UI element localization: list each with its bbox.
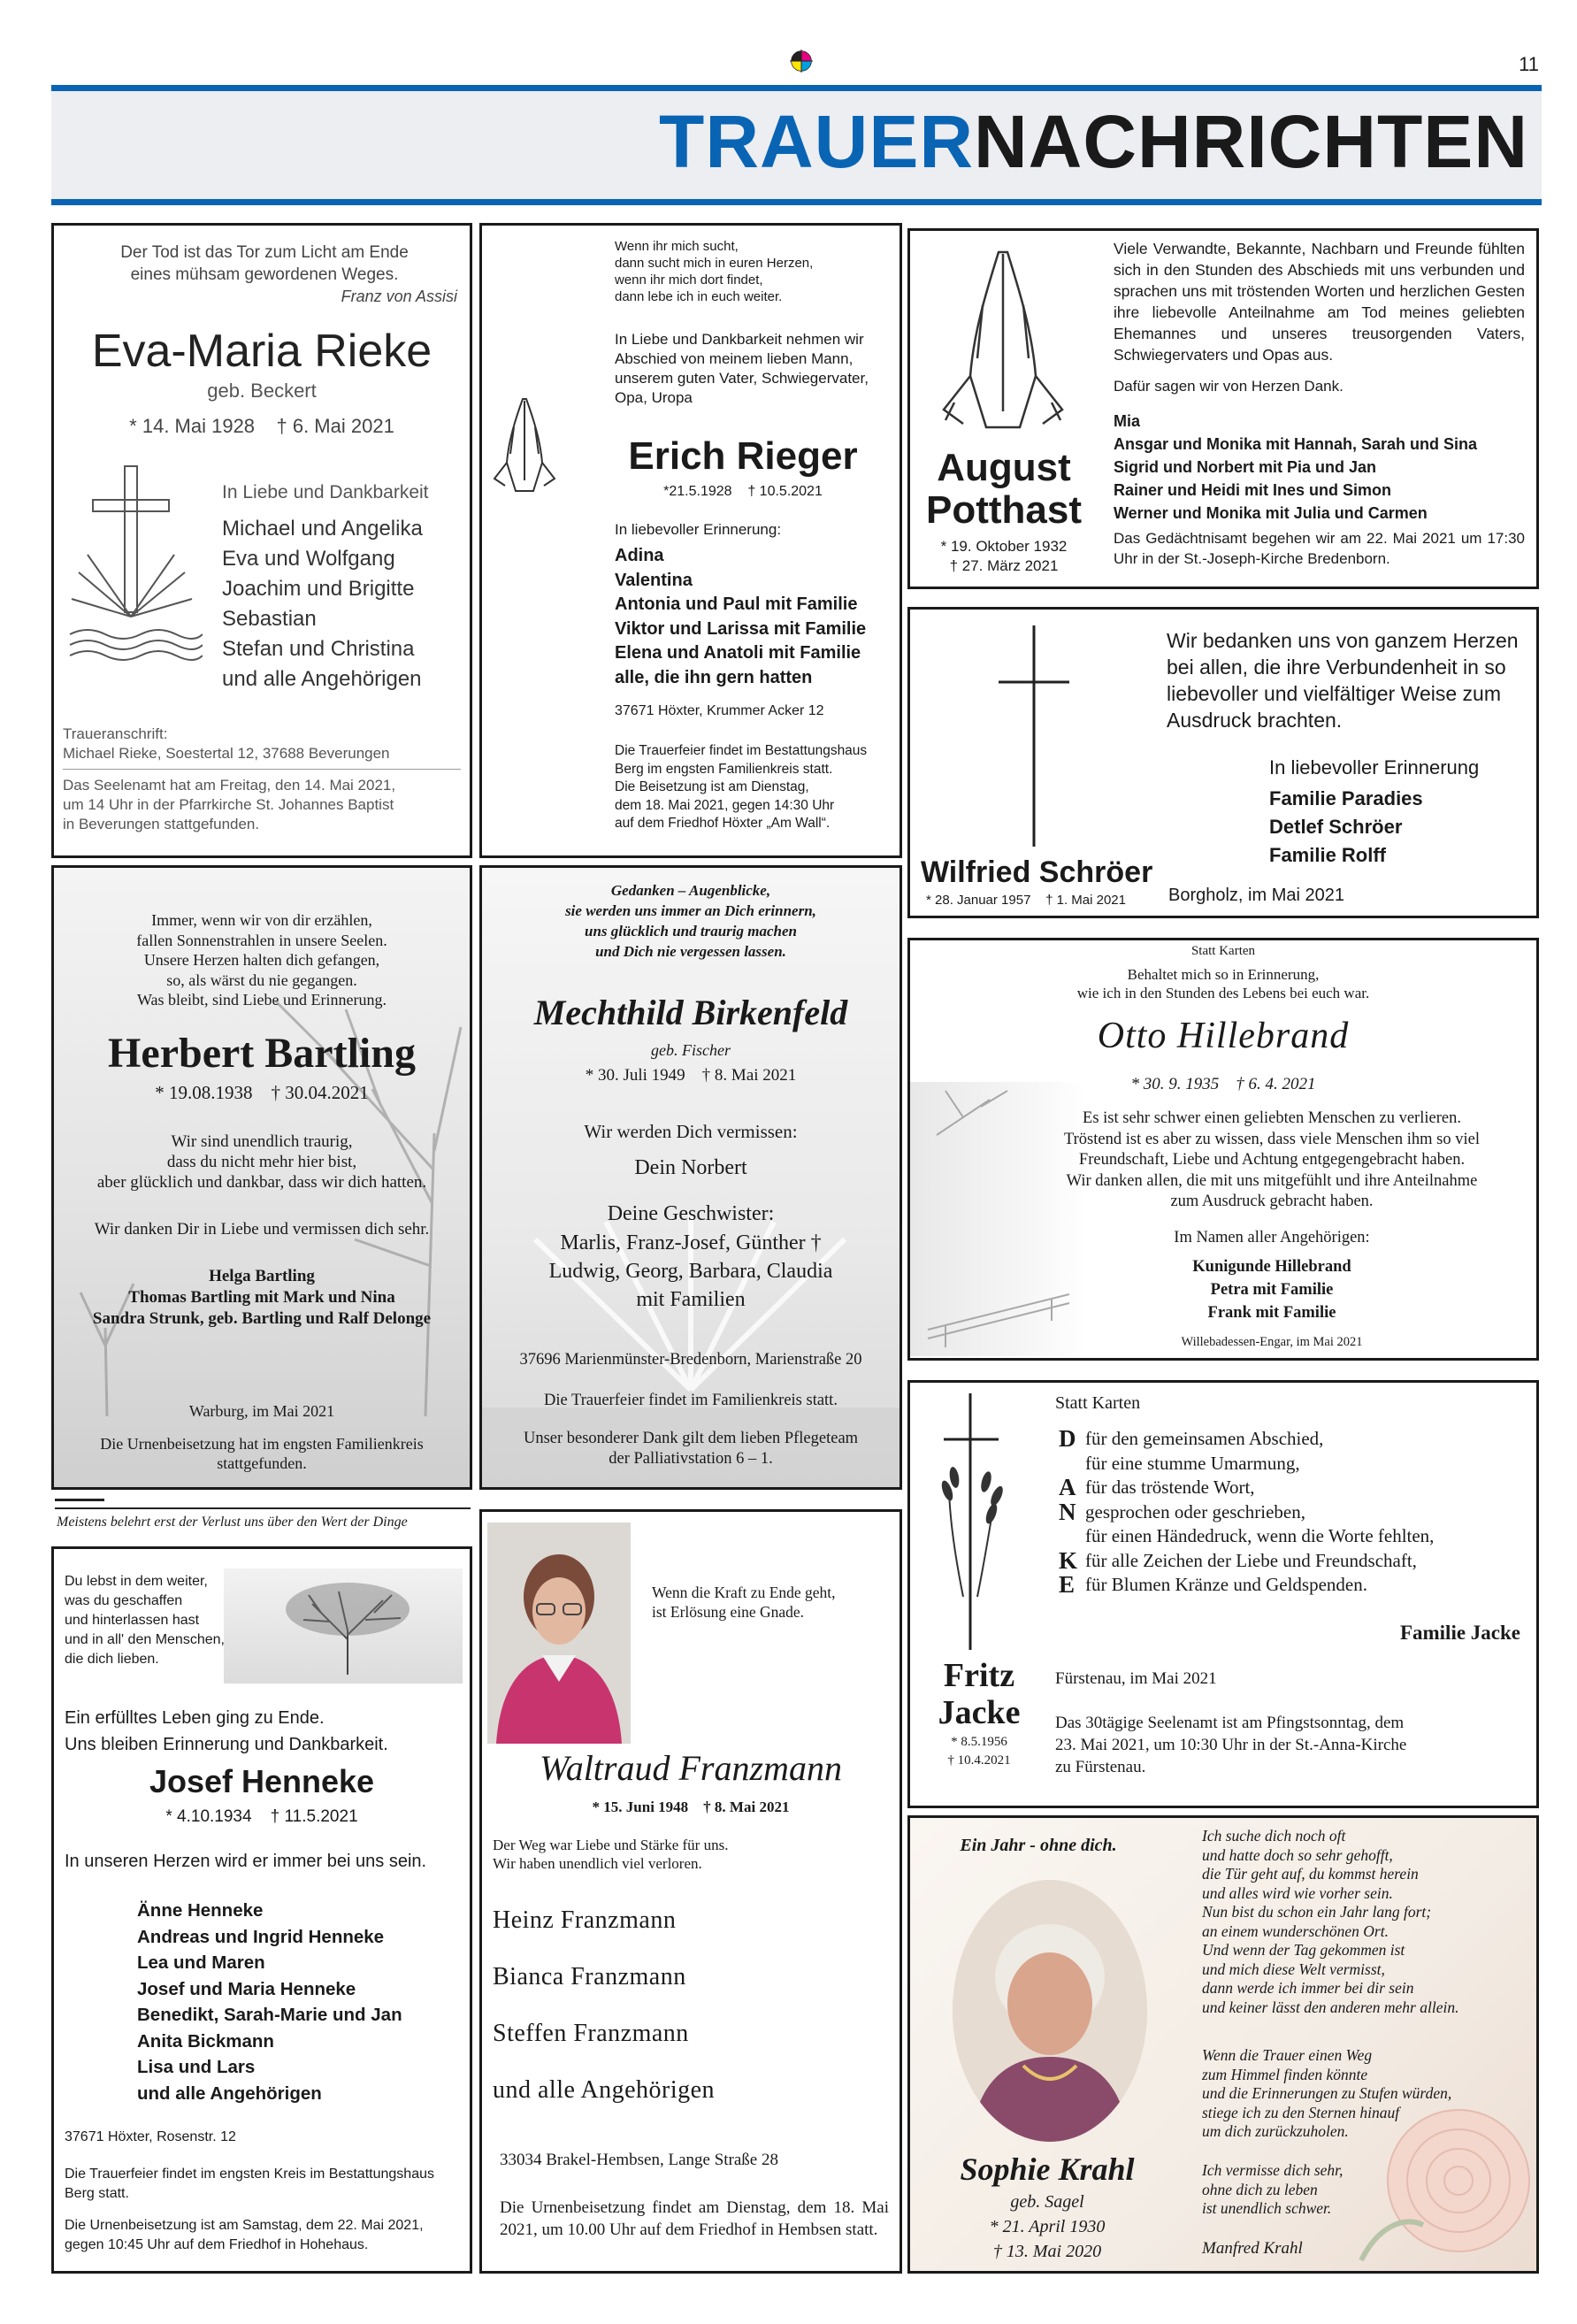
birkenfeld-service: Die Trauerfeier findet im Familienkreis statt. (544, 1392, 838, 1409)
hillebrand-text-5: zum Ausdruck gebracht haben. (1170, 1193, 1374, 1210)
krahl-poem2-4: stiege ich zu den Sternen hinauf (1202, 2103, 1400, 2121)
birkenfeld-address: 37696 Marienmünster-Bredenborn, Marienstraße 20 (519, 1351, 862, 1369)
jacke-service-1: Das 30tägige Seelenamt ist am Pfingstsonntag, dem (1055, 1714, 1405, 1732)
rieger-poem-2: dann sucht mich in euren Herzen, (615, 256, 814, 271)
henneke-family-5: Benedikt, Sarah-Marie und Jan (137, 2005, 402, 2025)
schroeer-text-2: bei allen, die ihre Verbundenheit in so (1167, 656, 1506, 679)
birkenfeld-dates: * 30. Juli 1949 † 8. Mai 2021 (585, 1066, 797, 1085)
jacke-danke-list (1059, 1427, 1527, 1598)
page-number: 11 (1519, 53, 1539, 75)
franzmann-dates: * 15. Juni 1948 † 8. Mai 2021 (592, 1799, 790, 1815)
rieger-service-2: Berg im engsten Familienkreis statt. (615, 761, 833, 777)
bartling-thanks: Wir danken Dir in Liebe und vermissen dich sehr. (94, 1220, 430, 1239)
separator-caption: Meistens belehrt erst der Verlust uns über den Wert der Dinge (57, 1515, 408, 1530)
franzmann-name: Waltraud Franzmann (540, 1748, 842, 1788)
krahl-born-name: geb. Sagel (1010, 2192, 1084, 2212)
jacke-danke-line (1059, 1427, 1527, 1452)
rieger-service-5: auf dem Friedhof Höxter „Am Wall“. (615, 816, 831, 831)
krahl-name: Sophie Krahl (960, 2151, 1135, 2187)
krahl-poem1-7: Und wenn der Tag gekommen ist (1202, 1941, 1405, 1959)
birkenfeld-miss: Wir werden Dich vermissen: (584, 1121, 798, 1142)
rieger-intro-4: Opa, Uropa (615, 389, 693, 406)
rieger-service-3: Die Beisetzung ist am Dienstag, (615, 779, 809, 794)
jacke-name-first: Fritz (943, 1657, 1015, 1694)
potthast-name-last: Potthast (926, 488, 1082, 532)
rieger-family-4: Viktor und Larissa mit Familie (615, 618, 867, 639)
jacke-danke-line (1059, 1452, 1527, 1476)
obituary-potthast (907, 228, 1539, 589)
potthast-died: † 27. März 2021 (949, 557, 1059, 574)
krahl-poem1-1: Ich suche dich noch oft (1202, 1827, 1346, 1845)
henneke-service-2: Die Urnenbeisetzung ist am Samstag, dem 22. Mai 2021, gegen 10:45 Uhr auf dem Friedhof in Hohehaus. (65, 2218, 424, 2252)
henneke-poem-2: was du geschaffen (65, 1593, 183, 1608)
hillebrand-header: Statt Karten (1190, 944, 1256, 958)
krahl-poem1-2: und hatte doch so sehr gehofft, (1202, 1845, 1393, 1864)
jacke-danke-letter: N (1059, 1498, 1076, 1525)
birkenfeld-poem-1: Gedanken – Augenblicke, (610, 882, 771, 899)
franzmann-poem-2: ist Erlösung eine Gnade. (652, 1603, 805, 1621)
krahl-poem1-8: und mich diese Welt vermisst, (1202, 1960, 1385, 1978)
krahl-born: * 21. April 1930 (989, 2217, 1106, 2236)
schroeer-text-1: Wir bedanken uns von ganzem Herzen (1167, 629, 1519, 652)
birkenfeld-siblings-2: Ludwig, Georg, Barbara, Claudia (548, 1260, 833, 1283)
separator-rule (55, 1507, 471, 1509)
rieke-quote-author: Franz von Assisi (341, 288, 457, 305)
krahl-poem1-4: und alles wird wie vorher sein. (1202, 1883, 1393, 1902)
henneke-service-1: Die Trauerfeier findet im engsten Kreis im Bestattungshaus Berg statt. (65, 2167, 434, 2201)
obituary-rieke (51, 223, 472, 858)
obituary-hillebrand (907, 938, 1539, 1361)
rieger-family-5: Elena und Anatoli mit Familie (615, 643, 861, 663)
bartling-name: Herbert Bartling (108, 1030, 416, 1077)
henneke-dates: * 4.10.1934 † 11.5.2021 (165, 1807, 358, 1826)
rieger-family-1: Adina (615, 546, 664, 565)
bartling-family-1: Helga Bartling (209, 1267, 315, 1285)
rieger-address: 37671 Höxter, Krummer Acker 12 (615, 703, 824, 718)
bartling-place: Warburg, im Mai 2021 (188, 1402, 335, 1420)
obituary-jacke (907, 1380, 1539, 1808)
hillebrand-text-3: Freundschaft, Liebe und Achtung entgegengebracht haben. (1078, 1151, 1466, 1169)
potthast-thanks: Dafür sagen wir von Herzen Dank. (1114, 378, 1344, 395)
rieke-quote-2: eines mühsam gewordenen Weges. (130, 265, 399, 284)
bartling-poem-5: Was bleibt, sind Liebe und Erinnerung. (137, 991, 387, 1009)
jacke-danke-letter: E (1059, 1571, 1076, 1598)
bartling-service-1: Die Urnenbeisetzung hat im engsten Familienkreis (100, 1435, 424, 1453)
jacke-danke-text: für Blumen Kränze und Geldspenden. (1085, 1574, 1367, 1595)
jacke-danke-text: für das tröstende Wort, (1085, 1476, 1255, 1498)
schroeer-dates: * 28. Januar 1957 † 1. Mai 2021 (926, 893, 1126, 908)
rieger-dates: *21.5.1928 † 10.5.2021 (663, 484, 823, 499)
schroeer-place: Borgholz, im Mai 2021 (1168, 886, 1344, 905)
jacke-danke-letter (1059, 1524, 1085, 1549)
birkenfeld-siblings-3: mit Familien (636, 1288, 746, 1311)
hillebrand-name: Otto Hillebrand (1097, 1016, 1350, 1056)
rieke-family-2: Eva und Wolfgang (222, 547, 395, 571)
franzmann-service: Die Urnenbeisetzung findet am Dienstag, dem 18. Mai 2021, um 10.00 Uhr auf dem Friedhof in Hembsen statt. (500, 2198, 889, 2239)
birkenfeld-poem-4: und Dich nie vergessen lassen. (595, 943, 786, 960)
bartling-family-3: Sandra Strunk, geb. Bartling und Ralf Delonge (92, 1309, 432, 1328)
rieger-intro-2: Abschied von meinem lieben Mann, (615, 350, 854, 367)
krahl-poem3-3: ist unendlich schwer. (1202, 2199, 1332, 2217)
rieke-service-3: in Beverungen stattgefunden. (63, 816, 260, 832)
birkenfeld-born-name: geb. Fischer (651, 1041, 731, 1059)
schroeer-intro: In liebevoller Erinnerung (1269, 756, 1480, 779)
hillebrand-family-3: Frank mit Familie (1207, 1304, 1336, 1322)
jacke-danke-line (1059, 1476, 1527, 1500)
rieger-family-3: Antonia und Paul mit Familie (615, 594, 858, 614)
hillebrand-text-1: Es ist sehr schwer einen geliebten Menschen zu verlieren. (1083, 1109, 1461, 1127)
krahl-portrait-photo (953, 1880, 1147, 2142)
krahl-poem2-2: zum Himmel finden könnte (1202, 2065, 1368, 2083)
franzmann-text-1: Der Weg war Liebe und Stärke für uns. (493, 1837, 729, 1853)
jacke-danke-text: für einen Händedruck, wenn die Worte fehlten, (1085, 1525, 1435, 1546)
henneke-family-8: und alle Angehörigen (137, 2082, 322, 2104)
praying-hands-icon (489, 392, 560, 498)
jacke-header: Statt Karten (1055, 1393, 1141, 1413)
jacke-danke-letter: A (1059, 1474, 1076, 1500)
schroeer-text-3: liebevoller und vielfältiger Weise zum (1167, 682, 1501, 705)
krahl-poem3-1: Ich vermisse dich sehr, (1202, 2161, 1344, 2179)
henneke-intro: In unseren Herzen wird er immer bei uns sein. (65, 1852, 427, 1871)
bartling-family-2: Thomas Bartling mit Mark und Nina (128, 1288, 395, 1307)
rieke-born-name: geb. Beckert (207, 380, 317, 402)
franzmann-address: 33034 Brakel-Hembsen, Lange Straße 28 (500, 2151, 778, 2169)
jacke-danke-letter: D (1059, 1425, 1076, 1452)
hillebrand-poem-1: Behaltet mich so in Erinnerung, (1127, 966, 1320, 983)
bartling-poem-3: Unsere Herzen halten dich gefangen, (143, 951, 380, 969)
hillebrand-family-1: Kunigunde Hillebrand (1192, 1258, 1351, 1276)
hillebrand-dates: * 30. 9. 1935 † 6. 4. 2021 (1130, 1075, 1316, 1093)
obituary-franzmann (479, 1509, 902, 2274)
krahl-poem2-1: Wenn die Trauer einen Weg (1202, 2046, 1373, 2064)
hillebrand-intro: Im Namen aller Angehörigen: (1174, 1229, 1370, 1246)
birkenfeld-name: Mechthild Birkenfeld (533, 993, 848, 1032)
henneke-line-2: Uns bleiben Erinnerung und Dankbarkeit. (65, 1735, 388, 1754)
cross-sunrise-icon (61, 457, 203, 670)
krahl-poem1-3: die Tür geht auf, du kommst herein (1202, 1865, 1419, 1883)
franzmann-text-2: Wir haben unendlich viel verloren. (493, 1855, 702, 1872)
potthast-family-4: Rainer und Heidi mit Ines und Simon (1114, 481, 1392, 499)
henneke-poem-4: und in all' den Menschen, (65, 1632, 225, 1647)
rieke-intro: In Liebe und Dankbarkeit (222, 482, 429, 502)
rieke-service-1: Das Seelenamt hat am Freitag, den 14. Mai 2021, (63, 777, 396, 794)
schroeer-text-4: Ausdruck brachten. (1167, 709, 1343, 732)
jacke-name-last: Jacke (938, 1694, 1021, 1731)
rieke-divider (63, 769, 461, 770)
jacke-danke-text: für eine stumme Umarmung, (1085, 1452, 1300, 1474)
rieger-poem-3: wenn ihr mich dort findet, (615, 272, 763, 288)
potthast-family-5: Werner und Monika mit Julia und Carmen (1114, 504, 1428, 522)
rieger-service-4: dem 18. Mai 2021, gegen 14:30 Uhr (615, 797, 835, 813)
henneke-family-7: Lisa und Lars (137, 2057, 256, 2077)
rieke-family-4: Sebastian (222, 607, 317, 631)
bartling-text-1: Wir sind unendlich traurig, (171, 1132, 353, 1151)
rieger-poem-4: dann lebe ich in euch weiter. (615, 289, 783, 304)
rieke-address-2: Michael Rieke, Soestertal 12, 37688 Beverungen (63, 745, 390, 762)
rieger-memory: In liebevoller Erinnerung: (615, 521, 782, 538)
henneke-poem-5: die dich lieben. (65, 1652, 159, 1667)
henneke-family-3: Lea und Maren (137, 1952, 265, 1973)
franzmann-family-4: und alle Angehörigen (493, 2076, 716, 2104)
jacke-danke-line (1059, 1500, 1527, 1525)
rieger-name: Erich Rieger (628, 434, 858, 478)
krahl-poem3-2: ohne dich zu leben (1202, 2180, 1318, 2198)
franzmann-portrait-photo (487, 1522, 631, 1744)
henneke-family-4: Josef und Maria Henneke (137, 1978, 356, 1999)
henneke-address: 37671 Höxter, Rosenstr. 12 (65, 2129, 236, 2144)
krahl-poem2-5: um dich zurückzuholen. (1202, 2122, 1349, 2140)
obituary-krahl (907, 1815, 1539, 2274)
birkenfeld-siblings-1: Marlis, Franz-Josef, Günther † (560, 1231, 822, 1254)
henneke-poem-1: Du lebst in dem weiter, (65, 1574, 208, 1589)
potthast-family-3: Sigrid und Norbert mit Pia und Jan (1114, 458, 1377, 476)
jacke-danke-letter: K (1059, 1546, 1078, 1574)
birkenfeld-siblings-label: Deine Geschwister: (607, 1202, 775, 1225)
henneke-poem-3: und hinterlassen hast (65, 1613, 200, 1628)
schroeer-family-3: Familie Rolff (1269, 844, 1387, 866)
page-title (51, 97, 1528, 186)
schroeer-family-2: Detlef Schröer (1269, 816, 1403, 838)
rieke-family-6: und alle Angehörigen (222, 667, 422, 691)
jacke-signature: Familie Jacke (1399, 1622, 1520, 1644)
jacke-danke-line (1059, 1524, 1527, 1549)
rieke-quote-1: Der Tod ist das Tor zum Licht am Ende (120, 243, 409, 262)
birkenfeld-thanks-1: Unser besonderer Dank gilt dem lieben Pflegeteam (523, 1430, 859, 1447)
henneke-family-2: Andreas und Ingrid Henneke (137, 1926, 385, 1947)
franzmann-poem-1: Wenn die Kraft zu Ende geht, (652, 1584, 836, 1601)
rieger-family-2: Valentina (615, 570, 693, 590)
krahl-poem2-3: und die Erinnerungen zu Stufen würden, (1202, 2084, 1452, 2102)
rieke-family-1: Michael und Angelika (222, 517, 423, 541)
birkenfeld-poem-2: sie werden uns immer an Dich erinnern, (565, 902, 816, 919)
obituary-bartling (51, 865, 472, 1490)
obituary-rieger (479, 223, 902, 858)
birkenfeld-thanks-2: der Palliativstation 6 – 1. (609, 1450, 773, 1468)
krahl-header: Ein Jahr - ohne dich. (960, 1836, 1117, 1855)
page-title-dark: NACHRICHTEN (974, 100, 1528, 183)
henneke-name: Josef Henneke (149, 1763, 375, 1799)
registration-mark-icon (790, 50, 813, 73)
birkenfeld-poem-3: uns glücklich und traurig machen (585, 923, 797, 940)
potthast-text: Viele Verwandte, Bekannte, Nachbarn und Freunde fühlten sich in den Stunden des Abschieds mit uns verbunden und sprachen uns mit tröstenden Worten und herzlichen Gesten ihre liebevolle Anteilnahme am Tod meines geliebten Ehemannes und unseres treusorgenden Vaters, Schwiegervaters und Opas aus. (1114, 240, 1525, 364)
hillebrand-poem-2: wie ich in den Stunden des Lebens bei euch war. (1076, 985, 1370, 1001)
cross-wheat-icon (928, 1393, 1034, 1650)
birkenfeld-husband: Dein Norbert (634, 1156, 747, 1179)
hillebrand-family-2: Petra mit Familie (1210, 1281, 1334, 1299)
bartling-dates: * 19.08.1938 † 30.04.2021 (155, 1082, 369, 1103)
rieke-name: Eva-Maria Rieke (91, 326, 433, 377)
henneke-family-1: Änne Henneke (137, 1900, 264, 1921)
krahl-poem1-10: und keiner lässt den anderen mehr allein. (1202, 1998, 1459, 2016)
rieke-service-2: um 14 Uhr in der Pfarrkirche St. Johannes Baptist (63, 796, 394, 813)
bartling-service-2: stattgefunden. (217, 1454, 307, 1472)
obituary-birkenfeld (479, 865, 902, 1490)
jacke-danke-line (1059, 1573, 1527, 1598)
jacke-place: Fürstenau, im Mai 2021 (1055, 1669, 1217, 1688)
potthast-family-1: Mia (1114, 412, 1141, 430)
bartling-poem-1: Immer, wenn wir von dir erzählen, (151, 911, 372, 929)
rieke-dates: * 14. Mai 1928 † 6. Mai 2021 (129, 415, 394, 437)
hillebrand-text-4: Wir danken allen, die mit uns mitgefühlt und ihre Anteilnahme (1066, 1171, 1478, 1190)
obituary-henneke (51, 1546, 472, 2274)
potthast-name-first: August (937, 446, 1071, 489)
rieger-family-6: alle, die ihn gern hatten (615, 667, 813, 687)
henneke-line-1: Ein erfülltes Leben ging zu Ende. (65, 1708, 325, 1728)
krahl-poem1-9: dann werde ich immer bei dir sein (1202, 1979, 1414, 1997)
krahl-poem1-6: an einem wunderschönen Ort. (1202, 1921, 1389, 1940)
jacke-died: † 10.4.2021 (947, 1753, 1011, 1768)
potthast-family-2: Ansgar und Monika mit Hannah, Sarah und Sina (1114, 435, 1478, 453)
potthast-service: Das Gedächtnisamt begehen wir am 22. Mai 2021 um 17:30 Uhr in der St.-Joseph-Kirche Bredenborn. (1114, 530, 1525, 567)
krahl-signature: Manfred Krahl (1202, 2239, 1303, 2258)
franzmann-family-3: Steffen Franzmann (493, 2020, 689, 2047)
rieger-service-1: Die Trauerfeier findet im Bestattungshaus (615, 743, 868, 758)
potthast-born: * 19. Oktober 1932 (940, 538, 1068, 555)
hillebrand-place: Willebadessen-Engar, im Mai 2021 (1181, 1335, 1363, 1349)
jacke-danke-line (1059, 1546, 1527, 1574)
jacke-danke-letter (1059, 1452, 1085, 1476)
obituary-schroeer (907, 607, 1539, 918)
bartling-poem-4: so, als wärst du nie gegangen. (166, 970, 357, 989)
cross-icon (999, 625, 1069, 847)
jacke-service-2: 23. Mai 2021, um 10:30 Uhr in der St.-Anna-Kirche (1055, 1736, 1407, 1754)
krahl-died: † 13. Mai 2020 (992, 2242, 1102, 2261)
franzmann-family-2: Bianca Franzmann (493, 1963, 686, 1990)
jacke-service-3: zu Fürstenau. (1055, 1758, 1146, 1776)
page-title-blue: TRAUER (659, 100, 975, 183)
jacke-danke-text: für alle Zeichen der Liebe und Freundschaft, (1085, 1549, 1417, 1571)
jacke-danke-text: gesprochen oder geschrieben, (1085, 1500, 1305, 1522)
rieke-address-1: Traueranschrift: (63, 725, 168, 742)
rieger-intro-1: In Liebe und Dankbarkeit nehmen wir (615, 331, 864, 348)
bartling-text-2: dass du nicht mehr hier bist, (166, 1153, 357, 1171)
bartling-text-3: aber glücklich und dankbar, dass wir dich hatten. (96, 1173, 427, 1192)
rieger-intro-3: unserem guten Vater, Schwiegervater, (615, 370, 869, 387)
schroeer-name: Wilfried Schröer (921, 855, 1153, 889)
bartling-poem-2: fallen Sonnenstrahlen in unsere Seelen. (136, 931, 387, 949)
jacke-danke-text: für den gemeinsamen Abschied, (1085, 1428, 1324, 1449)
hillebrand-text-2: Tröstend ist es aber zu wissen, dass viele Menschen ihm so viel (1064, 1130, 1480, 1148)
rieke-family-3: Joachim und Brigitte (222, 577, 415, 601)
rieke-family-5: Stefan und Christina (222, 637, 415, 661)
schroeer-family-1: Familie Paradies (1269, 787, 1423, 809)
jacke-born: * 8.5.1956 (951, 1735, 1007, 1749)
separator-rule-top (55, 1499, 104, 1501)
franzmann-family-1: Heinz Franzmann (493, 1906, 677, 1934)
praying-hands-icon (928, 243, 1078, 438)
henneke-family-6: Anita Bickmann (137, 2030, 274, 2052)
krahl-poem1-5: Nun bist du schon ein Jahr lang fort; (1202, 1903, 1432, 1921)
tree-icon (224, 1569, 463, 1684)
rieger-poem-1: Wenn ihr mich sucht, (615, 239, 739, 254)
